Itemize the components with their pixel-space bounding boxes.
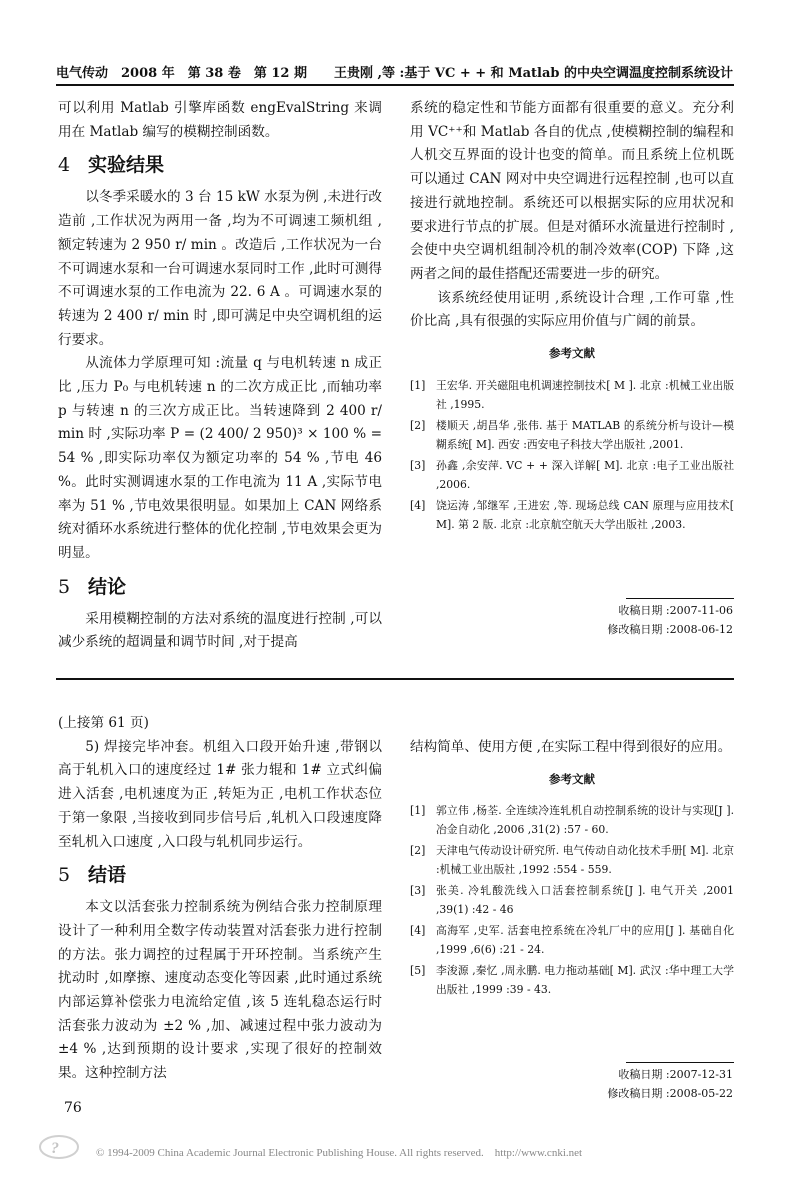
reference-text: 高海军 ,史军. 活套电控系统在冷轧厂中的应用[J ]. 基础自化 ,1999 ,6(6) :21 - 24. bbox=[436, 924, 734, 957]
references-list bbox=[410, 376, 734, 534]
reference-number: [5] bbox=[410, 964, 426, 978]
references-title: 参考文献 bbox=[549, 346, 595, 361]
bottom-right-column bbox=[410, 736, 734, 1001]
dates-block bbox=[607, 601, 733, 639]
reference-number: [4] bbox=[410, 924, 426, 938]
reference-item bbox=[410, 921, 734, 959]
section-heading bbox=[58, 860, 382, 890]
reference-number: [1] bbox=[410, 804, 426, 818]
section-heading bbox=[58, 572, 382, 602]
reference-item bbox=[410, 376, 734, 414]
reference-number: [1] bbox=[410, 378, 426, 392]
running-header-title: 王贵刚 ,等 :基于 VC + + 和 Matlab 的中央空调温度控制系统设计 bbox=[333, 66, 733, 81]
header-rule bbox=[56, 84, 734, 86]
continued-note: (上接第 61 页) bbox=[58, 715, 149, 731]
reference-text: 张美. 冷轧酸洗线入口活套控制系统[J ]. 电气开关 ,2001 ,39(1) :42 - 46 bbox=[436, 884, 734, 917]
bottom-left-column bbox=[58, 712, 382, 1086]
paragraph: 可以利用 Matlab 引擎库函数 engEvalString 来调用在 Matlab 编写的模糊控制函数。 bbox=[58, 100, 382, 140]
copyright-footer: © 1994-2009 China Academic Journal Electronic Publishing House. All rights reserved. http://www.cnki.net bbox=[96, 1147, 583, 1159]
references-title: 参考文献 bbox=[549, 771, 595, 786]
reference-item bbox=[410, 961, 734, 999]
top-right-column bbox=[410, 97, 734, 536]
section-number: 4 bbox=[58, 154, 71, 177]
paragraph: 从流体力学原理可知 :流量 q 与电机转速 n 成正比 ,压力 P₀ 与电机转速 n 的二次方成正比 ,而轴功率 p 与转速 n 的三次方成正比。当转速降到 2 400 r/ min 时 ,实际功率 P = (2 400/ 2 950)³ × 100 % = 54 % ,即实际功率仅为额定功率的 54 % ,节电 46 %。此时实测调速水泵的工作电流为 11 A ,实际节电率为 51 % ,节电效果很明显。如果加上 CAN 网络系统对循环水系统进行整体的优化控制 ,节电效果会更为明显。 bbox=[58, 355, 382, 561]
section-number: 5 bbox=[58, 864, 71, 887]
reference-text: 楼顺天 ,胡昌华 ,张伟. 基于 MATLAB 的系统分析与设计—模糊系统[ M]. 西安 :西安电子科技大学出版社 ,2001. bbox=[436, 418, 734, 451]
paragraph: 本文以活套张力控制系统为例结合张力控制原理设计了一种利用全数字传动装置对活套张力进行控制的方法。张力调控的过程属于开环控制。当系统产生扰动时 ,如摩擦、速度动态变化等因素 ,此时通过系统内部运算补偿张力电流给定值 ,该 5 连轧稳态运行时活套张力波动为 ±2 % ,加、减速过程中张力波动为 ±4 % ,达到预期的设计要求 ,实现了很好的控制效果。这种控制方法 bbox=[58, 899, 382, 1082]
reference-number: [3] bbox=[410, 458, 426, 472]
svg-text:?: ? bbox=[51, 1140, 59, 1157]
dates-rule bbox=[626, 598, 734, 599]
paragraph: 系统的稳定性和节能方面都有很重要的意义。充分利用 VC⁺⁺和 Matlab 各自的优点 ,使模糊控制的编程和人机交互界面的设计也变的简单。而且系统上位机既可以通过 CAN 网对中央空调进行远程控制 ,也可以直接进行就地控制。系统还可以根据实际的应用状况和要求进行节点的扩展。但是对循环水流量进行控制时 ,会使中央空调机组制冷机的制冷效率(COP) 下降 ,这两者之间的最佳搭配还需要进一步的研究。 bbox=[410, 100, 734, 282]
section-heading bbox=[58, 150, 382, 180]
top-left-column bbox=[58, 97, 382, 655]
reference-text: 王宏华. 开关磁阻电机调速控制技术[ M ]. 北京 :机械工业出版社 ,1995. bbox=[436, 378, 734, 411]
cnki-logo-icon bbox=[38, 1134, 80, 1160]
references-list bbox=[410, 801, 734, 999]
paragraph: 5) 焊接完毕冲套。机组入口段开始升速 ,带钢以高于轧机入口的速度经过 1# 张力辊和 1# 立式纠偏进入活套 ,电机速度为正 ,转矩为正 ,电机工作状态位于第一象限 ,当接收到同步信号后 ,轧机入口段速度降至轧机入口速度 ,入口段与轧机同步运行。 bbox=[58, 738, 382, 850]
reference-text: 饶运涛 ,邹继军 ,王进宏 ,等. 现场总线 CAN 原理与应用技术[ M]. 第 2 版. 北京 :北京航空航天大学出版社 ,2003. bbox=[436, 498, 734, 531]
reference-text: 李浚源 ,秦忆 ,周永鹏. 电力拖动基础[ M]. 武汉 :华中理工大学出版社 ,1999 :39 - 43. bbox=[436, 964, 734, 997]
reference-item bbox=[410, 841, 734, 879]
section-title: 实验结果 bbox=[88, 154, 165, 177]
reference-text: 郭立伟 ,杨荃. 全连续冷连轧机自动控制系统的设计与实现[J ]. 冶金自动化 ,2006 ,31(2) :57 - 60. bbox=[436, 804, 734, 837]
reference-item bbox=[410, 801, 734, 839]
paragraph: 以冬季采暖水的 3 台 15 kW 水泵为例 ,未进行改造前 ,工作状况为两用一备 ,均为不可调速工频机组 ,额定转速为 2 950 r/ min 。改造后 ,工作状况为一台不可调速水泵和一台可调速水泵同时工作 ,此时可测得不可调速水泵的工作电流为 22. 6 A 。可调速水泵的转速为 2 400 r/ min 时 ,即可满足中央空调机组的运行要求。 bbox=[58, 189, 382, 348]
section-title: 结论 bbox=[88, 575, 127, 598]
dates-rule bbox=[626, 1062, 734, 1063]
reference-item bbox=[410, 496, 734, 534]
article-separator bbox=[56, 678, 734, 680]
reference-text: 天津电气传动设计研究所. 电气传动自动化技术手册[ M]. 北京 :机械工业出版社 ,1992 :554 - 559. bbox=[436, 844, 734, 877]
section-number: 5 bbox=[58, 575, 71, 598]
dates-block bbox=[607, 1065, 733, 1103]
revised-date: 修改稿日期 :2008-05-22 bbox=[607, 1087, 733, 1100]
received-date: 收稿日期 :2007-12-31 bbox=[618, 1068, 733, 1081]
paragraph: 结构简单、使用方便 ,在实际工程中得到很好的应用。 bbox=[410, 739, 732, 755]
reference-number: [2] bbox=[410, 418, 426, 432]
reference-item bbox=[410, 456, 734, 494]
paragraph: 该系统经使用证明 ,系统设计合理 ,工作可靠 ,性价比高 ,具有很强的实际应用价值与广阔的前景。 bbox=[410, 289, 734, 330]
reference-number: [3] bbox=[410, 884, 426, 898]
reference-item bbox=[410, 881, 734, 919]
reference-text: 孙鑫 ,余安萍. VC + + 深入详解[ M]. 北京 :电子工业出版社 ,2006. bbox=[436, 458, 734, 491]
page-number: 76 bbox=[64, 1100, 82, 1116]
received-date: 收稿日期 :2007-11-06 bbox=[618, 604, 733, 617]
section-title: 结语 bbox=[88, 864, 127, 887]
reference-number: [2] bbox=[410, 844, 426, 858]
revised-date: 修改稿日期 :2008-06-12 bbox=[607, 623, 733, 636]
paragraph: 采用模糊控制的方法对系统的温度进行控制 ,可以减少系统的超调量和调节时间 ,对于提高 bbox=[58, 610, 382, 651]
reference-item bbox=[410, 416, 734, 454]
running-header-journal: 电气传动 2008 年 第 38 卷 第 12 期 bbox=[56, 66, 307, 81]
reference-number: [4] bbox=[410, 498, 426, 512]
